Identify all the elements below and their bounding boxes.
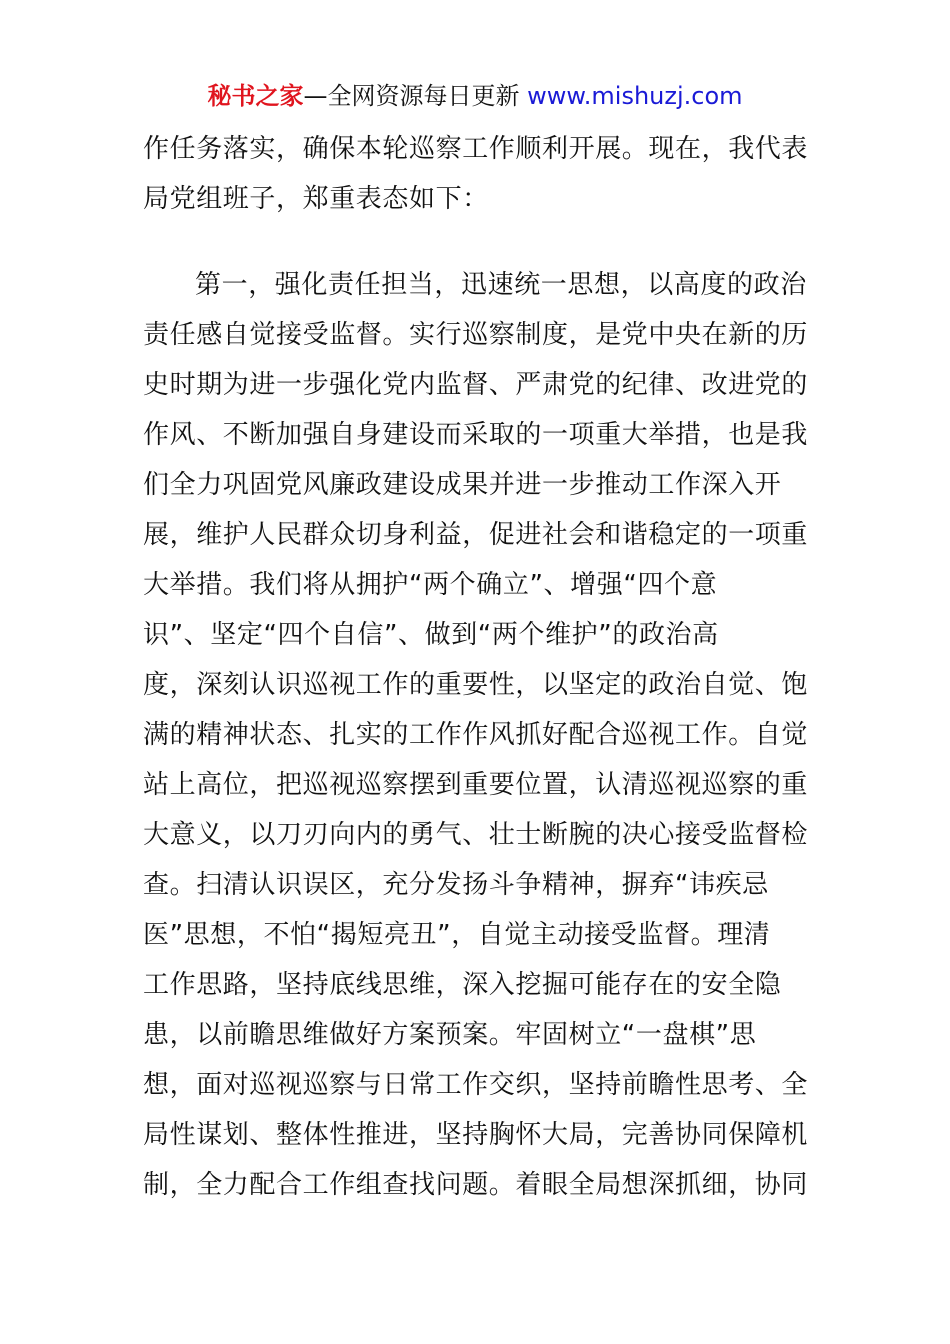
paragraph-gap (143, 224, 807, 260)
body-line: 史时期为进一步强化党内监督、严肃党的纪律、改进党的 (143, 370, 809, 400)
body-line: 医”思想，不怕“揭短亮丑”，自觉主动接受监督。理清 (143, 920, 771, 950)
website-link[interactable]: www.mishuzj.com (527, 82, 743, 110)
body-line: 局性谋划、整体性推进，坚持胸怀大局，完善协同保障机 (143, 1120, 809, 1150)
body-line: 查。扫清认识误区，充分发扬斗争精神，摒弃“讳疾忌 (143, 870, 769, 900)
body-line: 制，全力配合工作组查找问题。着眼全局想深抓细，协同 (143, 1170, 809, 1200)
body-line: 患，以前瞻思维做好方案预案。牢固树立“一盘棋”思 (143, 1020, 757, 1050)
body-line: 们全力巩固党风廉政建设成果并进一步推动工作深入开 (143, 470, 782, 500)
document-body (143, 124, 807, 1210)
body-line: 识”、坚定“四个自信”、做到“两个维护”的政治高 (143, 620, 719, 650)
body-line: 展，维护人民群众切身利益，促进社会和谐稳定的一项重 (143, 520, 809, 550)
body-line: 作任务落实，确保本轮巡察工作顺利开展。现在，我代表 (143, 134, 809, 164)
body-line: 局党组班子，郑重表态如下： (143, 184, 489, 214)
body-line: 大举措。我们将从拥护“两个确立”、增强“四个意 (143, 570, 718, 600)
body-line: 作风、不断加强自身建设而采取的一项重大举措，也是我 (143, 420, 809, 450)
header-tagline: —全网资源每日更新 (303, 82, 520, 110)
body-line: 度，深刻认识巡视工作的重要性，以坚定的政治自觉、饱 (143, 670, 809, 700)
body-line: 站上高位，把巡视巡察摆到重要位置，认清巡视巡察的重 (143, 770, 809, 800)
page-header (0, 80, 950, 112)
body-line: 想，面对巡视巡察与日常工作交织，坚持前瞻性思考、全 (143, 1070, 809, 1100)
body-line: 工作思路，坚持底线思维，深入挖掘可能存在的安全隐 (143, 970, 782, 1000)
body-line: 责任感自觉接受监督。实行巡察制度，是党中央在新的历 (143, 320, 809, 350)
brand-name: 秘书之家 (207, 82, 304, 110)
body-line: 大意义，以刀刃向内的勇气、壮士断腕的决心接受监督检 (143, 820, 809, 850)
body-line: 第一，强化责任担当，迅速统一思想，以高度的政治 (195, 270, 807, 300)
body-line: 满的精神状态、扎实的工作作风抓好配合巡视工作。自觉 (143, 720, 809, 750)
